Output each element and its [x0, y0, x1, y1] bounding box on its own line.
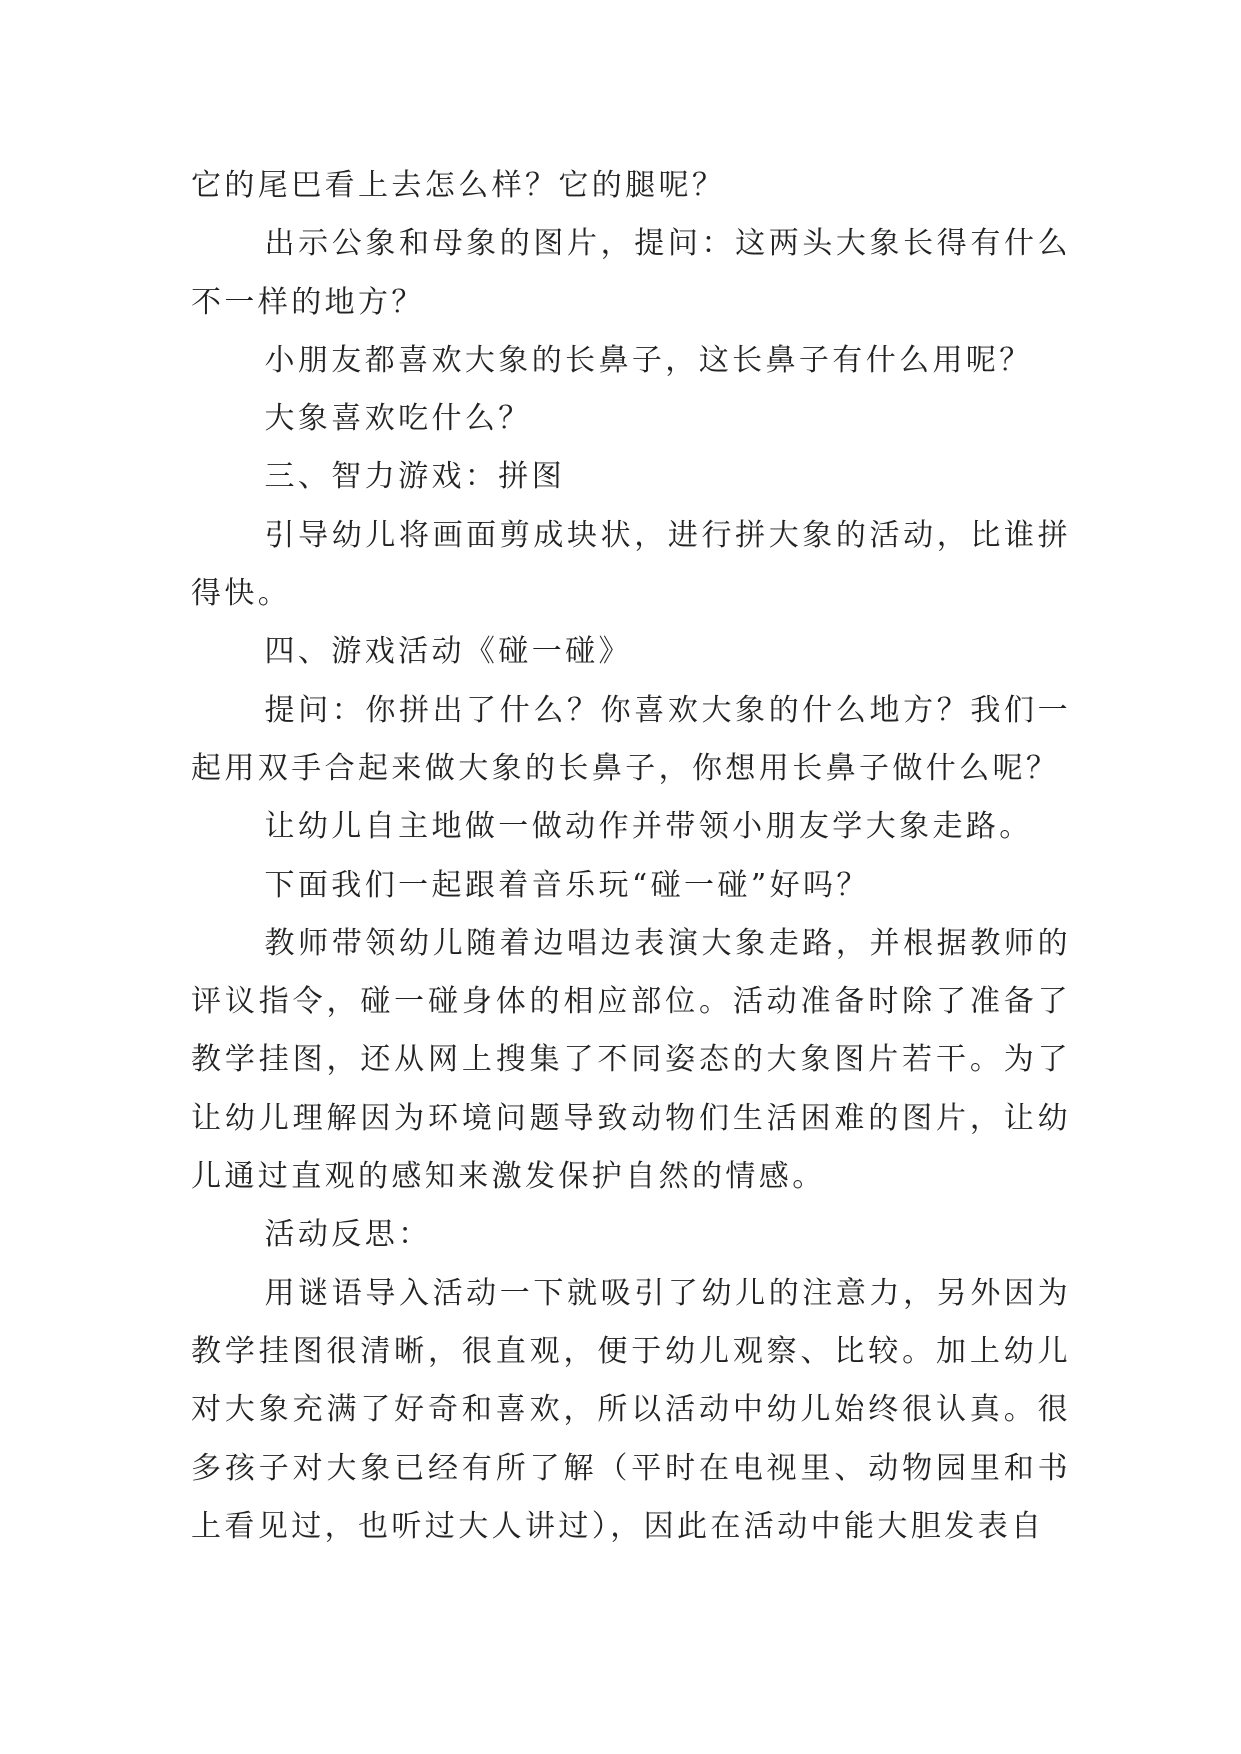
document-body — [191, 157, 1071, 1556]
paragraph: 用谜语导入活动一下就吸引了幼儿的注意力，另外因为教学挂图很清晰，很直观，便于幼儿观察、比较。加上幼儿对大象充满了好奇和喜欢，所以活动中幼儿始终很认真。很多孩子对大象已经有所了解（平时在电视里、动物园里和书上看见过，也听过大人讲过），因此在活动中能大胆发表自 — [191, 1275, 1071, 1544]
section-heading: 三、智力游戏：拼图 — [264, 459, 566, 495]
section-heading: 四、游戏活动《碰一碰》 — [264, 634, 632, 670]
paragraph: 提问：你拼出了什么？你喜欢大象的什么地方？我们一起用双手合起来做大象的长鼻子，你想用长鼻子做什么呢？ — [191, 692, 1071, 786]
paragraph: 教师带领幼儿随着边唱边表演大象走路，并根据教师的评议指令，碰一碰身体的相应部位。活动准备时除了准备了教学挂图，还从网上搜集了不同姿态的大象图片若干。为了让幼儿理解因为环境问题导致动物们生活困难的图片，让幼儿通过直观的感知来激发保护自然的情感。 — [191, 925, 1071, 1195]
paragraph: 大象喜欢吃什么？ — [264, 401, 532, 437]
paragraph: 让幼儿自主地做一做动作并带领小朋友学大象走路。 — [264, 809, 1033, 845]
section-heading: 活动反思： — [264, 1217, 432, 1253]
paragraph: 小朋友都喜欢大象的长鼻子，这长鼻子有什么用呢？ — [264, 342, 1033, 378]
paragraph: 引导幼儿将画面剪成块状，进行拼大象的活动，比谁拼得快。 — [191, 517, 1071, 612]
paragraph: 下面我们一起跟着音乐玩“碰一碰”好吗？ — [264, 867, 870, 903]
paragraph: 出示公象和母象的图片，提问：这两头大象长得有什么不一样的地方？ — [191, 226, 1071, 320]
paragraph: 它的尾巴看上去怎么样？它的腿呢？ — [191, 168, 726, 203]
